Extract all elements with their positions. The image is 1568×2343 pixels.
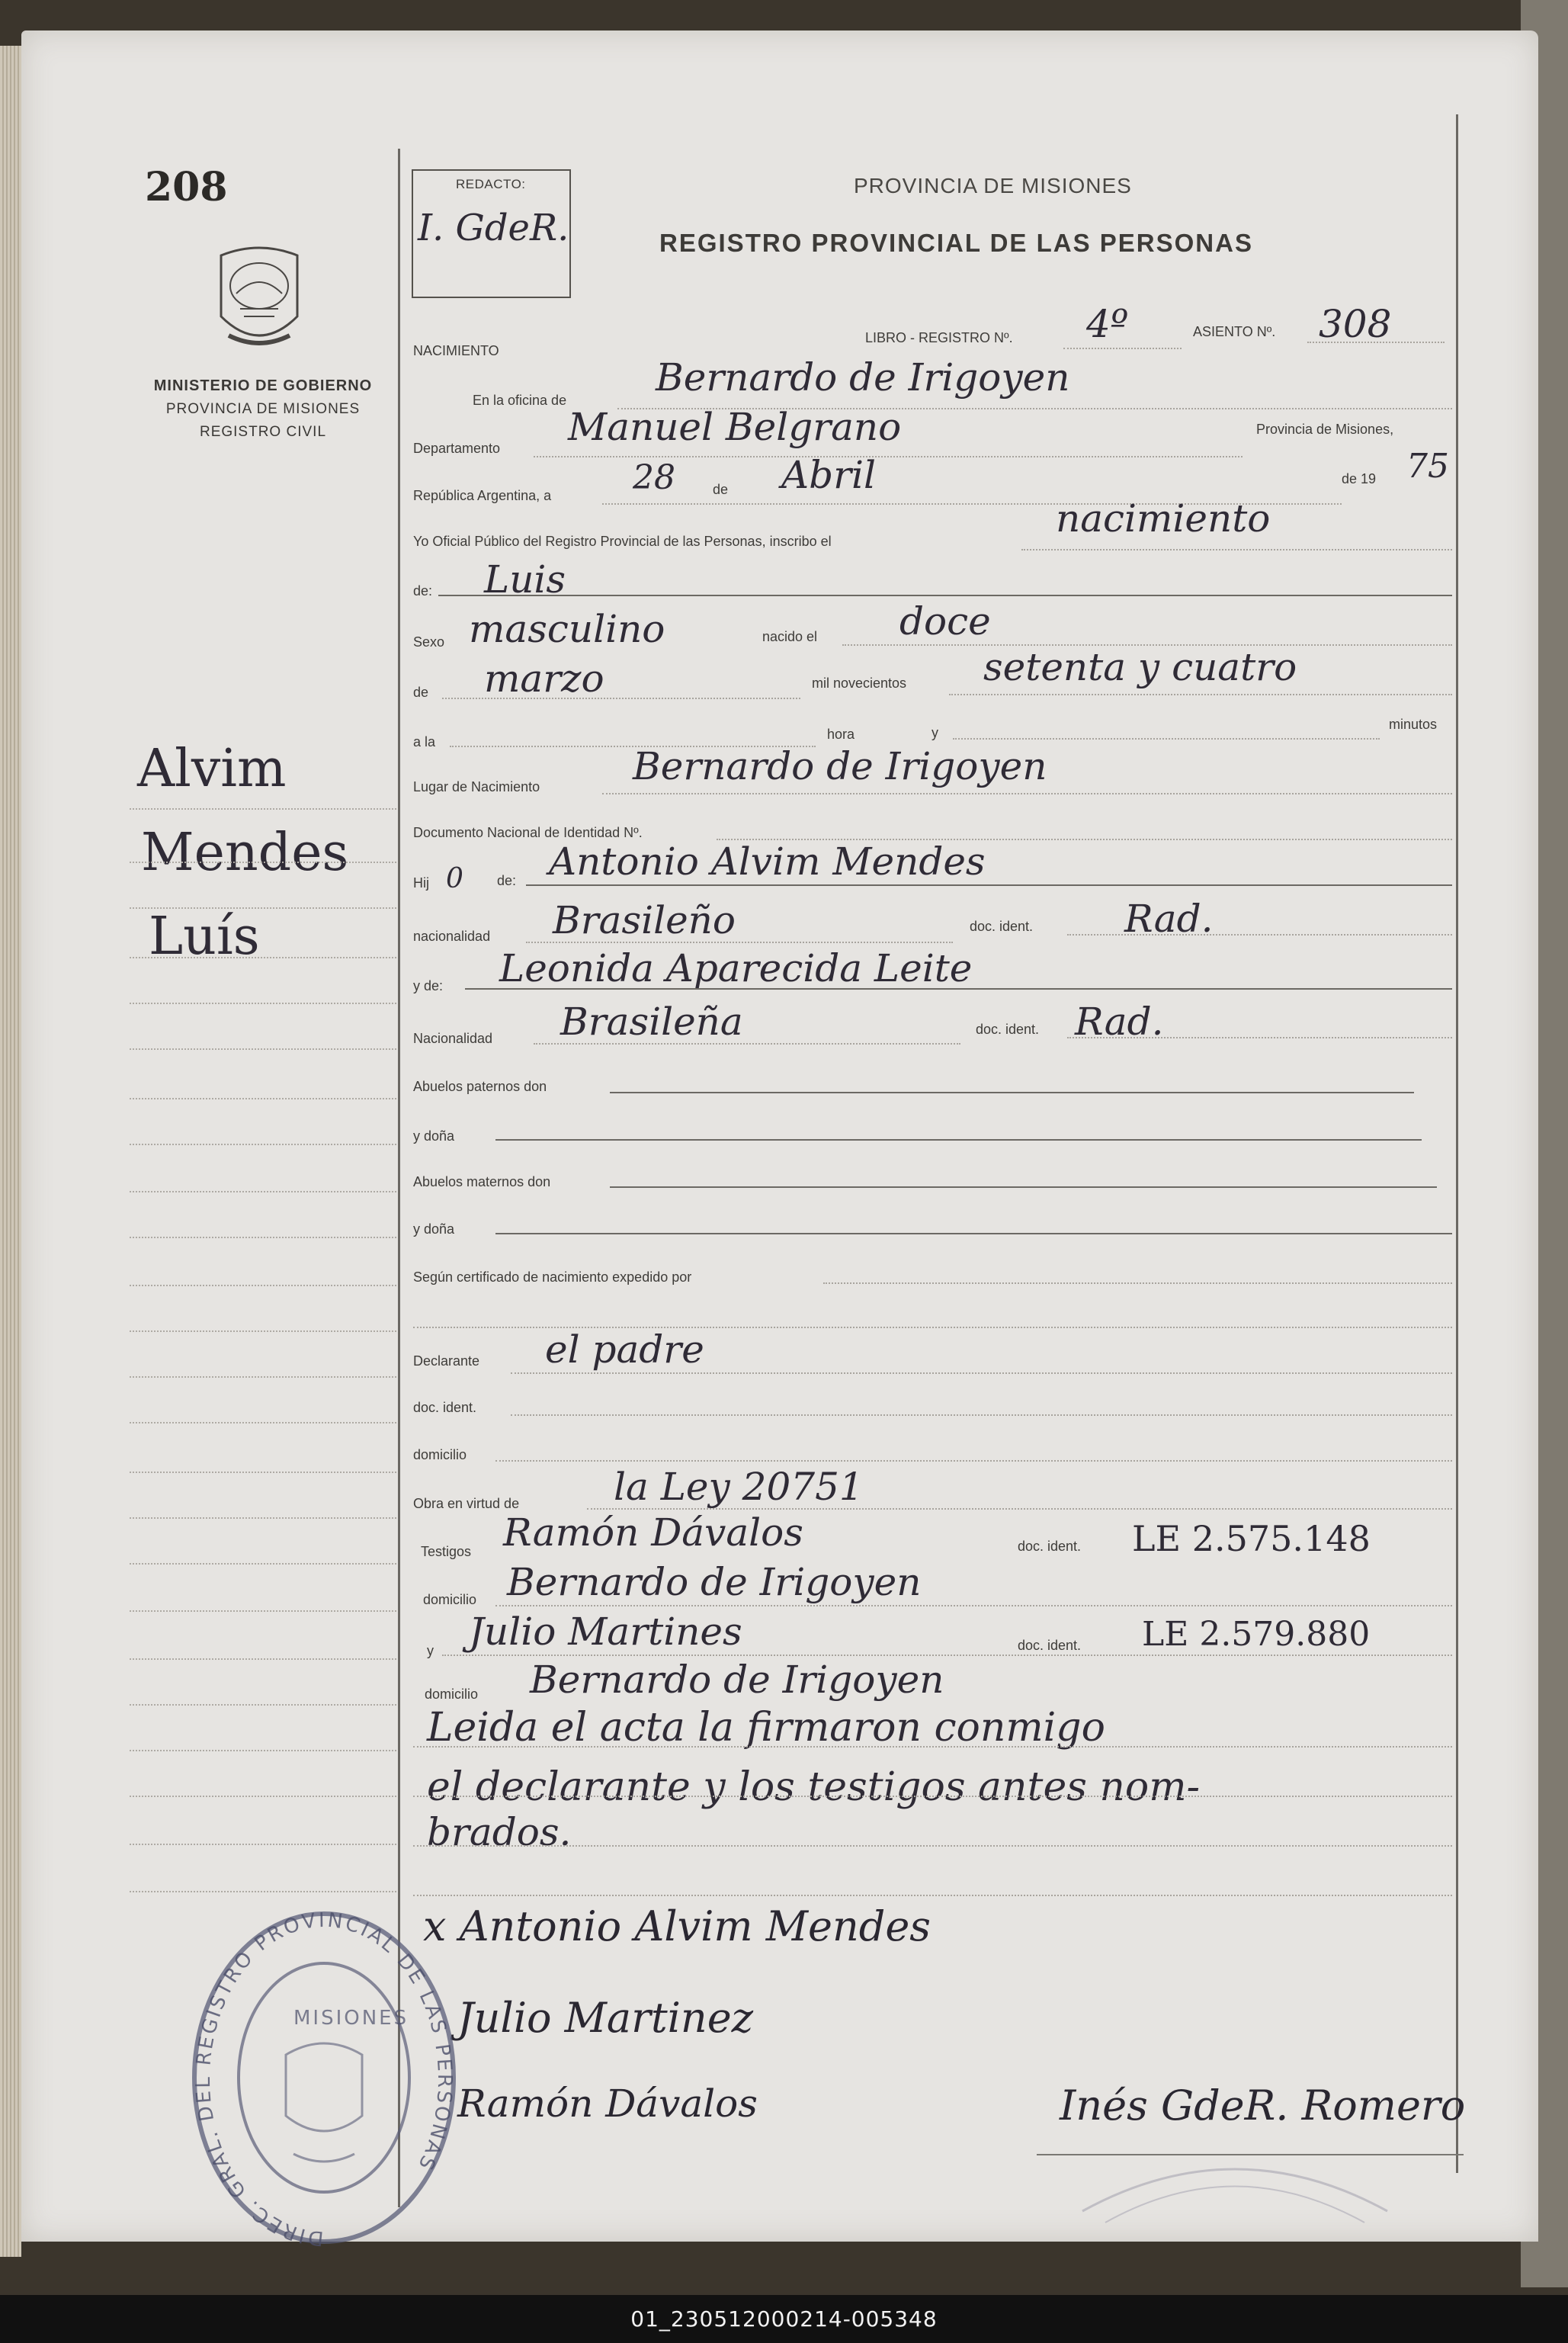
image-caption: 01_230512000214-005348	[0, 2295, 1568, 2343]
province-header: PROVINCIA DE MISIONES	[854, 174, 1132, 197]
registry-seal-icon	[1075, 2135, 1395, 2226]
domicilio1-line	[495, 1605, 1452, 1606]
hora-label: hora	[827, 727, 855, 742]
margin-rule	[130, 1144, 396, 1145]
nacionalidad-padre-line	[526, 942, 953, 943]
margin-rule	[130, 808, 396, 810]
yo-oficial-label: Yo Oficial Público del Registro Provincial de las Personas, inscribo el	[413, 534, 832, 549]
asiento-line	[1307, 342, 1445, 343]
domicilio2-label: domicilio	[425, 1687, 479, 1702]
declarante-value: el padre	[545, 1327, 704, 1372]
abuelos-maternos-line	[610, 1186, 1437, 1188]
margin-rule	[130, 957, 396, 958]
padre-value: Antonio Alvim Mendes	[549, 839, 986, 884]
domicilio-declarante-line	[495, 1460, 1452, 1462]
testigo1-doc-label: doc. ident.	[1018, 1539, 1082, 1554]
nacionalidad-madre-value: Brasileña	[560, 1000, 743, 1044]
abuelos-maternos-dona-label: y doña	[413, 1221, 455, 1237]
ministry-province: PROVINCIA DE MISIONES	[165, 401, 361, 417]
a-la-label: a la	[413, 734, 436, 749]
sexo-value: masculino	[469, 607, 665, 651]
obra-label: Obra en virtud de	[413, 1496, 520, 1511]
margin-rule	[130, 1796, 396, 1797]
stamp-inner-text: MISIONES	[293, 2007, 409, 2030]
cierre-line-1: Leida el acta la firmaron conmigo	[427, 1705, 1105, 1751]
margin-rule	[130, 1237, 396, 1238]
departamento-label: Departamento	[413, 441, 501, 456]
testigo2-doc-value: LE 2.579.880	[1142, 1615, 1371, 1654]
domicilio2-value: Bernardo de Irigoyen	[530, 1658, 944, 1702]
dia-value: 28	[633, 458, 675, 497]
margin-rule	[130, 1563, 396, 1565]
doc-ident-declarante-line	[511, 1414, 1452, 1416]
de-mes-label: de	[413, 685, 429, 700]
testigos-label: Testigos	[421, 1544, 472, 1559]
margin-rule	[130, 1472, 396, 1473]
coat-of-arms-icon	[206, 240, 313, 362]
testigo2-doc-label: doc. ident.	[1018, 1638, 1082, 1653]
asiento-label: ASIENTO Nº.	[1193, 324, 1276, 339]
lugar-line	[602, 793, 1452, 794]
doc-padre-line	[1067, 934, 1452, 936]
de-padre-label: de:	[497, 873, 517, 888]
certificado-label: Según certificado de nacimiento expedido por	[413, 1269, 692, 1285]
abuelos-paternos-label: Abuelos paternos don	[413, 1079, 547, 1094]
signature-testigo1: Ramón Dávalos	[457, 2081, 758, 2126]
margin-rule	[130, 862, 396, 863]
nacido-value: doce	[899, 599, 991, 644]
doc-ident-declarante-label: doc. ident.	[413, 1400, 477, 1415]
signature-testigo2: Julio Martinez	[457, 1994, 754, 2042]
testigo1-doc-value: LE 2.575.148	[1132, 1518, 1371, 1559]
margin-note-line-2: Mendes	[141, 823, 349, 883]
oficina-label: En la oficina de	[473, 393, 567, 408]
dni-label: Documento Nacional de Identidad Nº.	[413, 825, 643, 840]
anio-nac-value: setenta y cuatro	[983, 645, 1297, 689]
declarante-line	[511, 1372, 1452, 1374]
margin-rule	[130, 1610, 396, 1612]
margin-rule	[130, 1844, 396, 1845]
margin-rule	[130, 1658, 396, 1660]
page-stack-edge	[0, 46, 21, 2257]
doc-madre-value: Rad.	[1075, 1000, 1164, 1044]
madre-line	[465, 988, 1452, 990]
hijo-label: Hij	[413, 875, 429, 891]
margin-rule	[130, 1285, 396, 1286]
margin-rule	[130, 1330, 396, 1332]
sexo-label: Sexo	[413, 634, 445, 650]
minutos-label: minutos	[1389, 717, 1438, 732]
domicilio1-label: domicilio	[423, 1592, 477, 1607]
y-de-label: y de:	[413, 978, 444, 993]
nombre-label: de:	[413, 583, 433, 599]
de19-label: de 19	[1342, 471, 1377, 486]
mes-nac-value: marzo	[484, 656, 604, 701]
libro-label: LIBRO - REGISTRO Nº.	[865, 330, 1013, 345]
nacionalidad-padre-value: Brasileño	[553, 898, 736, 942]
inscribo-line	[1021, 549, 1452, 550]
abuelos-paternos-dona-line	[495, 1139, 1422, 1141]
doc-madre-label: doc. ident.	[976, 1022, 1040, 1037]
republica-label: República Argentina, a	[413, 488, 552, 503]
nombre-line	[438, 595, 1452, 596]
redacto-label: REDACTO:	[456, 177, 526, 191]
declarante-label: Declarante	[413, 1353, 480, 1369]
abuelos-maternos-label: Abuelos maternos don	[413, 1174, 551, 1189]
nombre-value: Luis	[484, 557, 566, 602]
cierre-rule-2	[413, 1796, 1452, 1797]
cierre-line-3: brados.	[427, 1810, 572, 1854]
margin-rule	[130, 1191, 396, 1192]
margin-rule	[130, 1517, 396, 1519]
abuelos-paternos-line	[610, 1092, 1414, 1093]
certificado-line	[823, 1282, 1452, 1284]
doc-madre-line	[1067, 1037, 1452, 1038]
domicilio-declarante-label: domicilio	[413, 1447, 467, 1462]
departamento-value: Manuel Belgrano	[568, 405, 902, 449]
libro-line	[1063, 348, 1182, 349]
signature-padre: x Antonio Alvim Mendes	[423, 1902, 932, 1950]
nacionalidad-madre-label: Nacionalidad	[413, 1031, 493, 1046]
anio-value: 75	[1406, 447, 1449, 486]
registry-header: REGISTRO PROVINCIAL DE LAS PERSONAS	[659, 229, 1253, 257]
lugar-value: Bernardo de Irigoyen	[633, 744, 1047, 788]
right-border-rule	[1456, 114, 1458, 2173]
nacionalidad-madre-line	[534, 1043, 960, 1045]
margin-rule	[130, 1376, 396, 1378]
nacionalidad-padre-label: nacionalidad	[413, 929, 491, 944]
departamento-line	[534, 456, 1243, 457]
padre-line	[526, 884, 1452, 886]
margin-note-line-3: Luís	[149, 907, 260, 967]
mes-value: Abril	[781, 453, 876, 497]
record-type-label: NACIMIENTO	[413, 343, 499, 358]
margin-note-line-1: Alvim	[137, 739, 287, 799]
margin-rule	[130, 1422, 396, 1423]
mil-label: mil novecientos	[812, 676, 907, 691]
libro-value: 4º	[1086, 302, 1129, 346]
cierre-line-2: el declarante y los testigos antes nom-	[427, 1764, 1201, 1810]
cierre-rule-4	[413, 1895, 1452, 1896]
hijo-suffix: 0	[446, 863, 463, 894]
redacto-value: I. GdeR.	[418, 207, 569, 249]
mes-nac-line	[442, 698, 800, 699]
signature-oficial: Inés GdeR. Romero	[1060, 2081, 1466, 2130]
margin-rule	[130, 1750, 396, 1751]
ministry-registry: REGISTRO CIVIL	[199, 424, 327, 440]
inscribo-value: nacimiento	[1056, 496, 1271, 541]
asiento-value: 308	[1319, 302, 1392, 346]
cierre-rule-1	[413, 1746, 1452, 1748]
page-number: 208	[145, 164, 228, 210]
de-label: de	[713, 482, 729, 497]
y-label: y	[932, 725, 938, 740]
margin-rule	[130, 1048, 396, 1050]
oficina-value: Bernardo de Irigoyen	[656, 355, 1070, 400]
abuelos-paternos-dona-label: y doña	[413, 1128, 455, 1144]
margin-rule	[130, 1704, 396, 1706]
testigo2-value: Julio Martines	[469, 1610, 742, 1654]
left-border-rule	[398, 149, 400, 2207]
y-testigo2-label: y	[427, 1643, 434, 1658]
stamp-outer-text: DIREC. GRAL. DEL REGISTRO PROVINCIAL DE LAS PERSONAS	[191, 1908, 457, 2250]
testigo2-line	[442, 1655, 1452, 1656]
anio-nac-line	[949, 694, 1452, 695]
obra-line	[587, 1508, 1452, 1510]
provincia-label: Provincia de Misiones,	[1256, 422, 1394, 437]
obra-value: la Ley 20751	[614, 1465, 864, 1509]
margin-rule	[130, 1003, 396, 1004]
nacido-label: nacido el	[762, 629, 818, 644]
official-stamp-icon	[187, 1902, 461, 2253]
margin-rule	[130, 1098, 396, 1099]
lugar-label: Lugar de Nacimiento	[413, 779, 540, 794]
margin-rule	[130, 1891, 396, 1892]
minutos-line	[953, 738, 1380, 740]
domicilio1-value: Bernardo de Irigoyen	[507, 1560, 922, 1604]
margin-rule	[130, 907, 396, 909]
doc-padre-value: Rad.	[1124, 897, 1214, 941]
testigo1-value: Ramón Dávalos	[503, 1510, 803, 1555]
ministry-title: MINISTERIO DE GOBIERNO	[153, 377, 373, 394]
cierre-rule-3	[413, 1845, 1452, 1847]
abuelos-maternos-dona-line	[495, 1233, 1452, 1234]
ministry-block	[137, 377, 389, 441]
doc-padre-label: doc. ident.	[970, 919, 1034, 934]
madre-value: Leonida Aparecida Leite	[499, 946, 973, 990]
